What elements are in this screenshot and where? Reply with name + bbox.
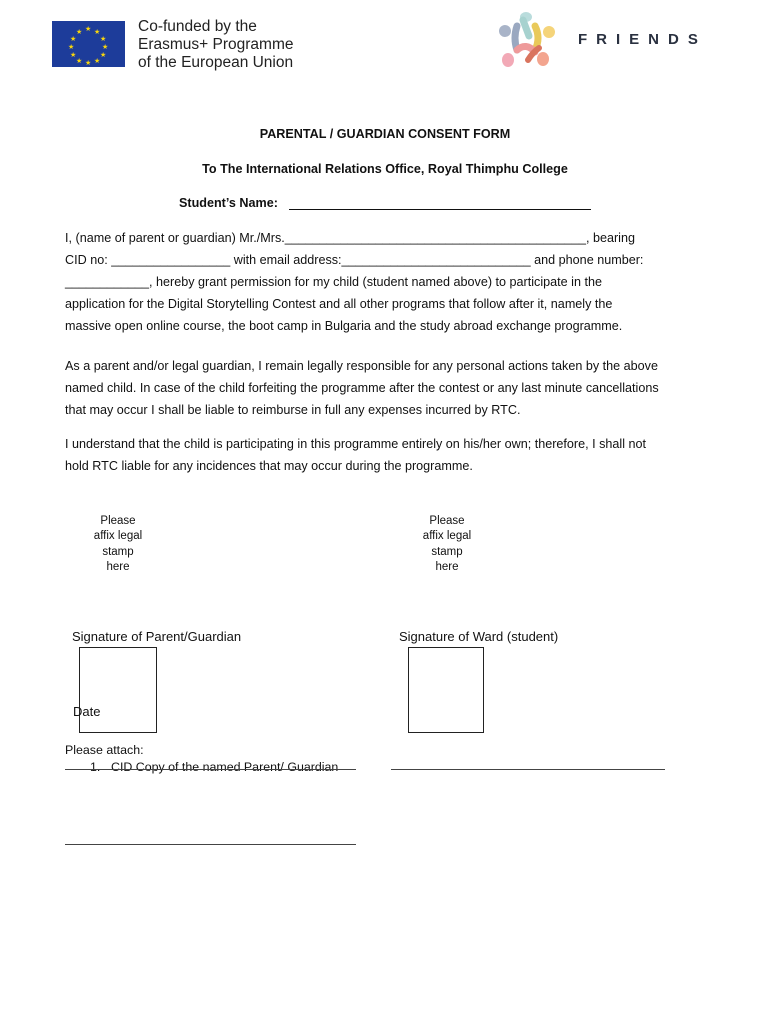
stamp-text-line: here	[435, 560, 459, 573]
date-label: Date	[73, 704, 101, 719]
attach-item-number: 1.	[90, 760, 101, 774]
eu-text-line: of the European Union	[138, 54, 294, 71]
paragraph1-line: CID no: _________________ with email address:___________________________ and phone number:	[65, 253, 644, 267]
friends-logo-text: FRIENDS	[578, 31, 707, 48]
stamp-text-line: affix legal	[93, 530, 143, 543]
stamp-text-line: stamp	[102, 545, 134, 558]
paragraph1-line: application for the Digital Storytelling Contest and all other programs that follow after it, namely the	[65, 297, 613, 311]
stamp-text-line: here	[106, 560, 130, 573]
signature-line-parent	[65, 769, 356, 770]
signature-parent-label: Signature of Parent/Guardian	[72, 629, 242, 644]
eu-text-line: Erasmus+ Programme	[138, 36, 294, 53]
signature-line-ward	[391, 769, 665, 770]
stamp-text-line: affix legal	[422, 530, 472, 543]
paragraph1-line: I, (name of parent or guardian) Mr./Mrs.___________________________________________, bearing	[65, 231, 635, 245]
friends-logo-icon	[495, 8, 559, 72]
paragraph1-line: ____________, hereby grant permission for my child (student named above) to participate in the	[65, 275, 602, 289]
eu-text-line: Co-funded by the	[138, 18, 257, 35]
signature-ward-label: Signature of Ward (student)	[399, 629, 559, 644]
student-name-field[interactable]	[289, 209, 591, 210]
stamp-text-line: Please	[429, 515, 465, 527]
stamp-placeholder-ward	[397, 514, 497, 575]
stamp-text-line: stamp	[431, 545, 463, 558]
date-line	[65, 844, 356, 845]
signature-ward-box[interactable]	[408, 647, 484, 733]
paragraph2-line: that may occur I shall be liable to reimburse in full any expenses incurred by RTC.	[65, 403, 521, 417]
form-addressee: To The International Relations Office, Royal Thimphu College	[202, 162, 568, 176]
paragraph2-line: As a parent and/or legal guardian, I remain legally responsible for any personal actions taken by the above	[65, 359, 658, 373]
paragraph3-line: hold RTC liable for any incidences that may occur during the programme.	[65, 459, 473, 473]
student-name-label: Student’s Name:	[179, 196, 278, 210]
paragraph2-line: named child. In case of the child forfeiting the programme after the contest or any last minute cancellations	[65, 381, 659, 395]
paragraph1-line: massive open online course, the boot camp in Bulgaria and the study abroad exchange programme.	[65, 319, 623, 333]
attach-item-text: CID Copy of the named Parent/ Guardian	[111, 760, 339, 774]
paragraph3-line: I understand that the child is participating in this programme entirely on his/her own; therefore, I shall not	[65, 437, 647, 451]
attach-label: Please attach:	[65, 743, 144, 757]
stamp-text-line: Please	[100, 515, 136, 527]
form-title: PARENTAL / GUARDIAN CONSENT FORM	[259, 127, 511, 141]
eu-flag-logo: ★ ★ ★ ★ ★ ★ ★ ★ ★ ★ ★ ★	[52, 21, 125, 67]
eu-cofunded-text	[138, 18, 293, 72]
signature-parent-box[interactable]	[79, 647, 157, 733]
stamp-placeholder-parent	[68, 514, 168, 575]
